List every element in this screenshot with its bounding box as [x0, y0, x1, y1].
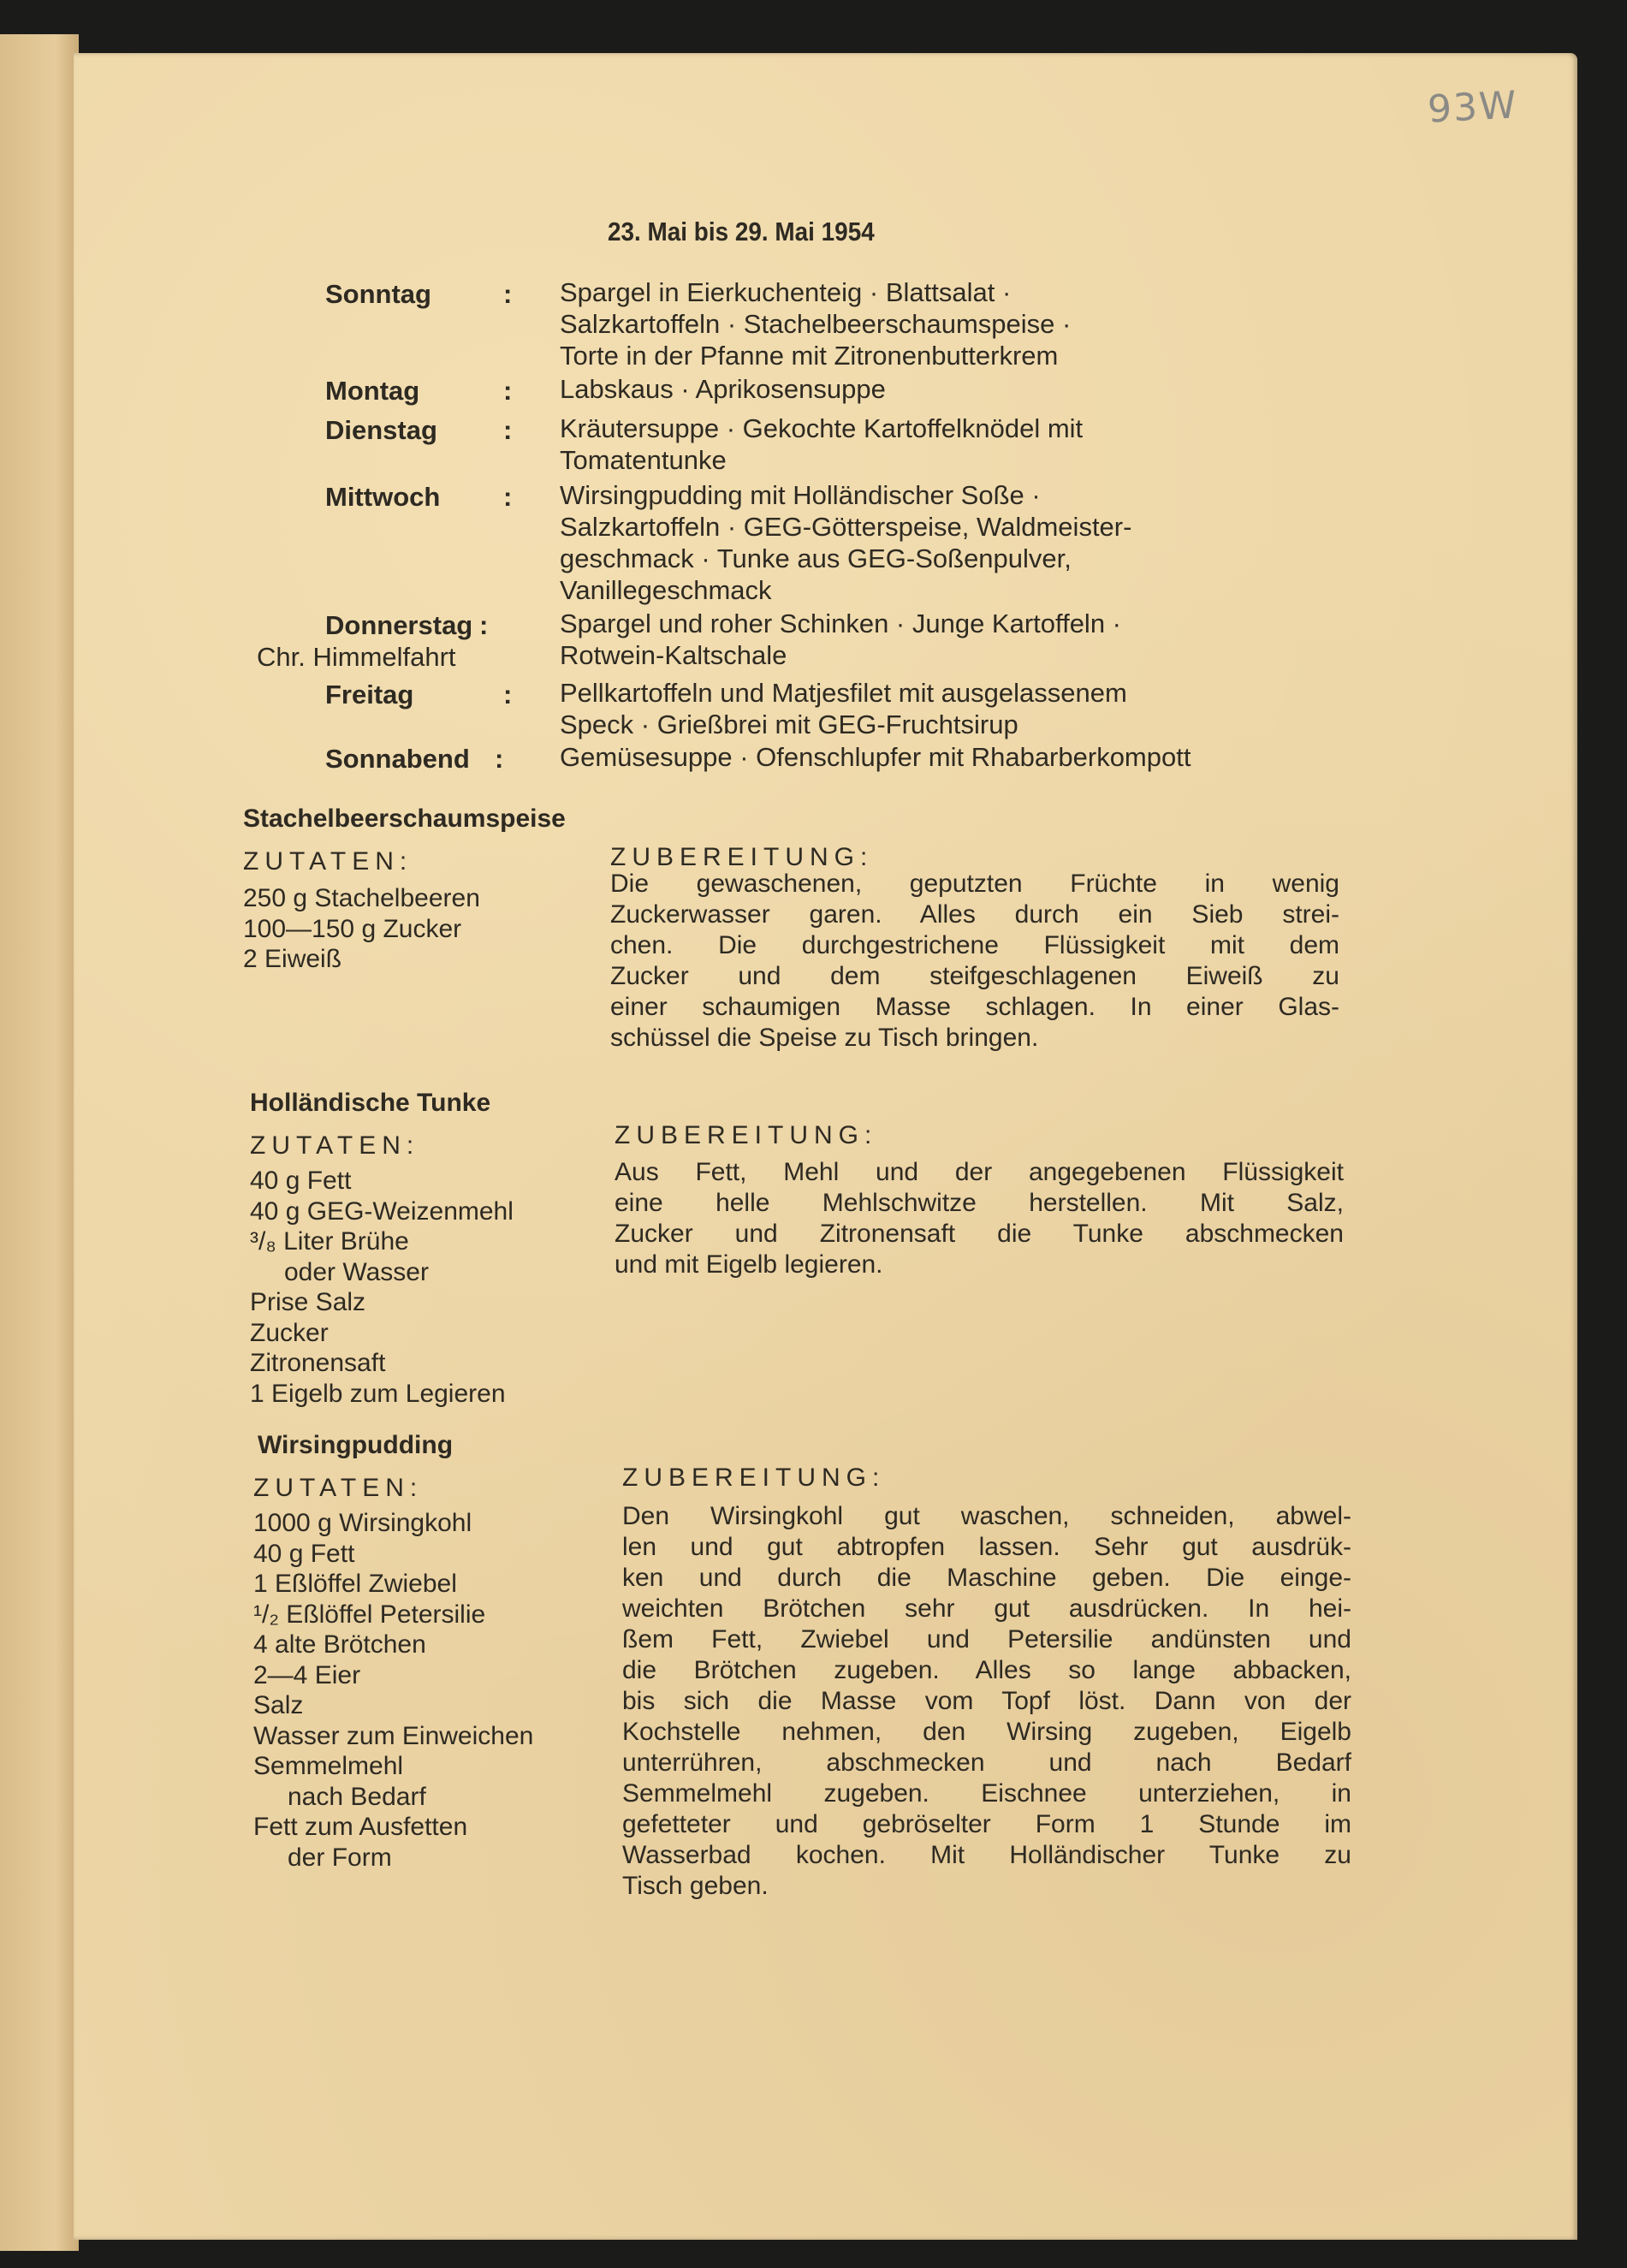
day-colon: : [503, 279, 513, 309]
recipe-title: Wirsingpudding [258, 1431, 454, 1459]
day-label: Sonnabend [325, 744, 470, 774]
preparation-line: gefetteter und gebröselter Form 1 Stunde im [622, 1810, 1351, 1838]
ingredient-item: Prise Salz [250, 1288, 366, 1316]
ingredient-item: 40 g Fett [253, 1539, 355, 1568]
recipe-title: Stachelbeerschaumspeise [243, 804, 566, 833]
dish-line: Spargel in Eierkuchenteig · Blattsalat · [560, 277, 1012, 307]
preparation-text [615, 1157, 1344, 1280]
preparation-line: Wasserbad kochen. Mit Holländischer Tunke zu [622, 1841, 1351, 1869]
preparation-line: ken und durch die Maschine geben. Die einge- [622, 1564, 1351, 1592]
dish-line: Torte in der Pfanne mit Zitronenbutterkrem [560, 341, 1059, 371]
dishes [560, 741, 1347, 773]
preparation-line: weichten Brötchen sehr gut ausdrücken. In hei- [622, 1594, 1351, 1623]
day-colon: : [503, 482, 513, 512]
dishes [560, 276, 1347, 371]
preparation-line: ßem Fett, Zwiebel und Petersilie andünsten und [622, 1625, 1351, 1654]
ingredients-label: ZUTATEN: [253, 1474, 424, 1502]
dish-line: Salzkartoffeln · Stachelbeerschaumspeise · [560, 309, 1072, 339]
recipe-title: Holländische Tunke [250, 1089, 491, 1117]
left-page-edge [0, 34, 79, 2251]
ingredients-list [243, 883, 480, 975]
preparation-line: Zucker und dem steifgeschlagenen Eiweiß zu [610, 962, 1339, 990]
preparation-text [610, 869, 1339, 1054]
holiday-note: Chr. Himmelfahrt [257, 642, 456, 672]
preparation-line: Den Wirsingkohl gut waschen, schneiden, abwel- [622, 1502, 1351, 1530]
day-colon: : [503, 376, 513, 406]
ingredients-list [253, 1508, 533, 1873]
ingredient-item: 40 g Fett [250, 1167, 352, 1195]
ingredient-item: Salz [253, 1691, 304, 1719]
handwritten-note: 93W [1426, 83, 1519, 132]
day-label: Freitag [325, 680, 414, 709]
ingredient-item: der Form [288, 1843, 392, 1872]
ingredient-item: 1000 g Wirsingkohl [253, 1509, 472, 1537]
ingredient-item: Wasser zum Einweichen [253, 1721, 534, 1750]
preparation-line: und mit Eigelb legieren. [615, 1250, 883, 1279]
ingredients-label: ZUTATEN: [243, 847, 413, 876]
preparation-line: bis sich die Masse vom Topf löst. Dann von der [622, 1687, 1351, 1715]
day-colon: : [479, 610, 489, 640]
day-colon: : [503, 415, 513, 445]
ingredient-item: ³/₈ Liter Brühe [250, 1227, 409, 1256]
ingredient-item: 1 Eßlöffel Zwiebel [253, 1570, 457, 1598]
preparation-line: einer schaumigen Masse schlagen. In einer Glas- [610, 993, 1339, 1021]
preparation-line: Tisch geben. [622, 1872, 769, 1900]
preparation-line: chen. Die durchgestrichene Flüssigkeit mit dem [610, 931, 1339, 959]
preparation-line: eine helle Mehlschwitze herstellen. Mit Salz, [615, 1189, 1344, 1217]
dishes [560, 677, 1347, 740]
day-label: Dienstag [325, 415, 437, 445]
ingredients-list [250, 1166, 514, 1409]
preparation-line: Aus Fett, Mehl und der angegebenen Flüssigkeit [615, 1158, 1344, 1186]
day-colon: : [495, 744, 504, 774]
preparation-line: Die gewaschenen, geputzten Früchte in wenig [610, 870, 1339, 898]
preparation-label: ZUBEREITUNG: [622, 1464, 886, 1492]
ingredient-item: Zitronensaft [250, 1349, 386, 1377]
dish-line: Wirsingpudding mit Holländischer Soße · [560, 480, 1041, 510]
preparation-line: unterrühren, abschmecken und nach Bedarf [622, 1748, 1351, 1777]
ingredient-item: Fett zum Ausfetten [253, 1813, 468, 1841]
dish-line: Kräutersuppe · Gekochte Kartoffelknödel mit [560, 413, 1084, 443]
ingredient-item: oder Wasser [284, 1257, 429, 1286]
ingredient-item: ¹/₂ Eßlöffel Petersilie [253, 1600, 486, 1629]
dish-line: Tomatentunke [560, 445, 727, 475]
preparation-line: Zuckerwasser garen. Alles durch ein Sieb strei- [610, 900, 1339, 929]
ingredient-item: 100—150 g Zucker [243, 914, 462, 943]
ingredient-item: 250 g Stachelbeeren [243, 884, 480, 912]
dish-line: Spargel und roher Schinken · Junge Kartoffeln · [560, 609, 1121, 638]
preparation-line: Kochstelle nehmen, den Wirsing zugeben, Eigelb [622, 1718, 1351, 1746]
day-label: Sonntag [325, 279, 431, 309]
dish-line: Labskaus · Aprikosensuppe [560, 374, 886, 404]
dish-line: geschmack · Tunke aus GEG-Soßenpulver, [560, 543, 1072, 573]
ingredients-label: ZUTATEN: [250, 1131, 420, 1160]
day-colon: : [503, 680, 513, 709]
preparation-line: schüssel die Speise zu Tisch bringen. [610, 1024, 1039, 1052]
preparation-line: die Brötchen zugeben. Alles so lange abbacken, [622, 1656, 1351, 1684]
preparation-label: ZUBEREITUNG: [610, 843, 874, 871]
dishes [560, 608, 1347, 671]
dish-line: Salzkartoffeln · GEG-Götterspeise, Waldmeister- [560, 512, 1132, 542]
ingredient-item: 40 g GEG-Weizenmehl [250, 1196, 514, 1226]
preparation-line: Zucker und Zitronensaft die Tunke abschmecken [615, 1220, 1344, 1248]
preparation-line: Semmelmehl zugeben. Eischnee unterziehen, in [622, 1779, 1351, 1808]
ingredient-item: nach Bedarf [288, 1782, 426, 1811]
dishes [560, 479, 1347, 606]
ingredient-item: 4 alte Brötchen [253, 1630, 426, 1659]
preparation-label: ZUBEREITUNG: [615, 1121, 878, 1149]
week-title: 23. Mai bis 29. Mai 1954 [608, 217, 875, 246]
dishes [560, 373, 1347, 405]
ingredient-item: 2—4 Eier [253, 1660, 361, 1689]
ingredient-item: Semmelmehl [253, 1752, 404, 1780]
ingredient-item: Zucker [250, 1318, 329, 1347]
dish-line: Rotwein-Kaltschale [560, 640, 787, 670]
day-label: Montag [325, 376, 420, 406]
dish-line: Vanillegeschmack [560, 575, 772, 605]
ingredient-item: 2 Eiweiß [243, 945, 342, 973]
preparation-line: len und gut abtropfen lassen. Sehr gut ausdrük- [622, 1533, 1351, 1561]
ingredient-item: 1 Eigelb zum Legieren [250, 1379, 506, 1408]
dish-line: Pellkartoffeln und Matjesfilet mit ausgelassenem [560, 678, 1127, 708]
day-label: Donnerstag [325, 610, 473, 640]
dish-line: Speck · Grießbrei mit GEG-Fruchtsirup [560, 709, 1018, 739]
day-label: Mittwoch [325, 482, 441, 512]
dishes [560, 413, 1347, 476]
preparation-text [622, 1501, 1351, 1902]
dish-line: Gemüsesuppe · Ofenschlupfer mit Rhabarberkompott [560, 742, 1191, 772]
